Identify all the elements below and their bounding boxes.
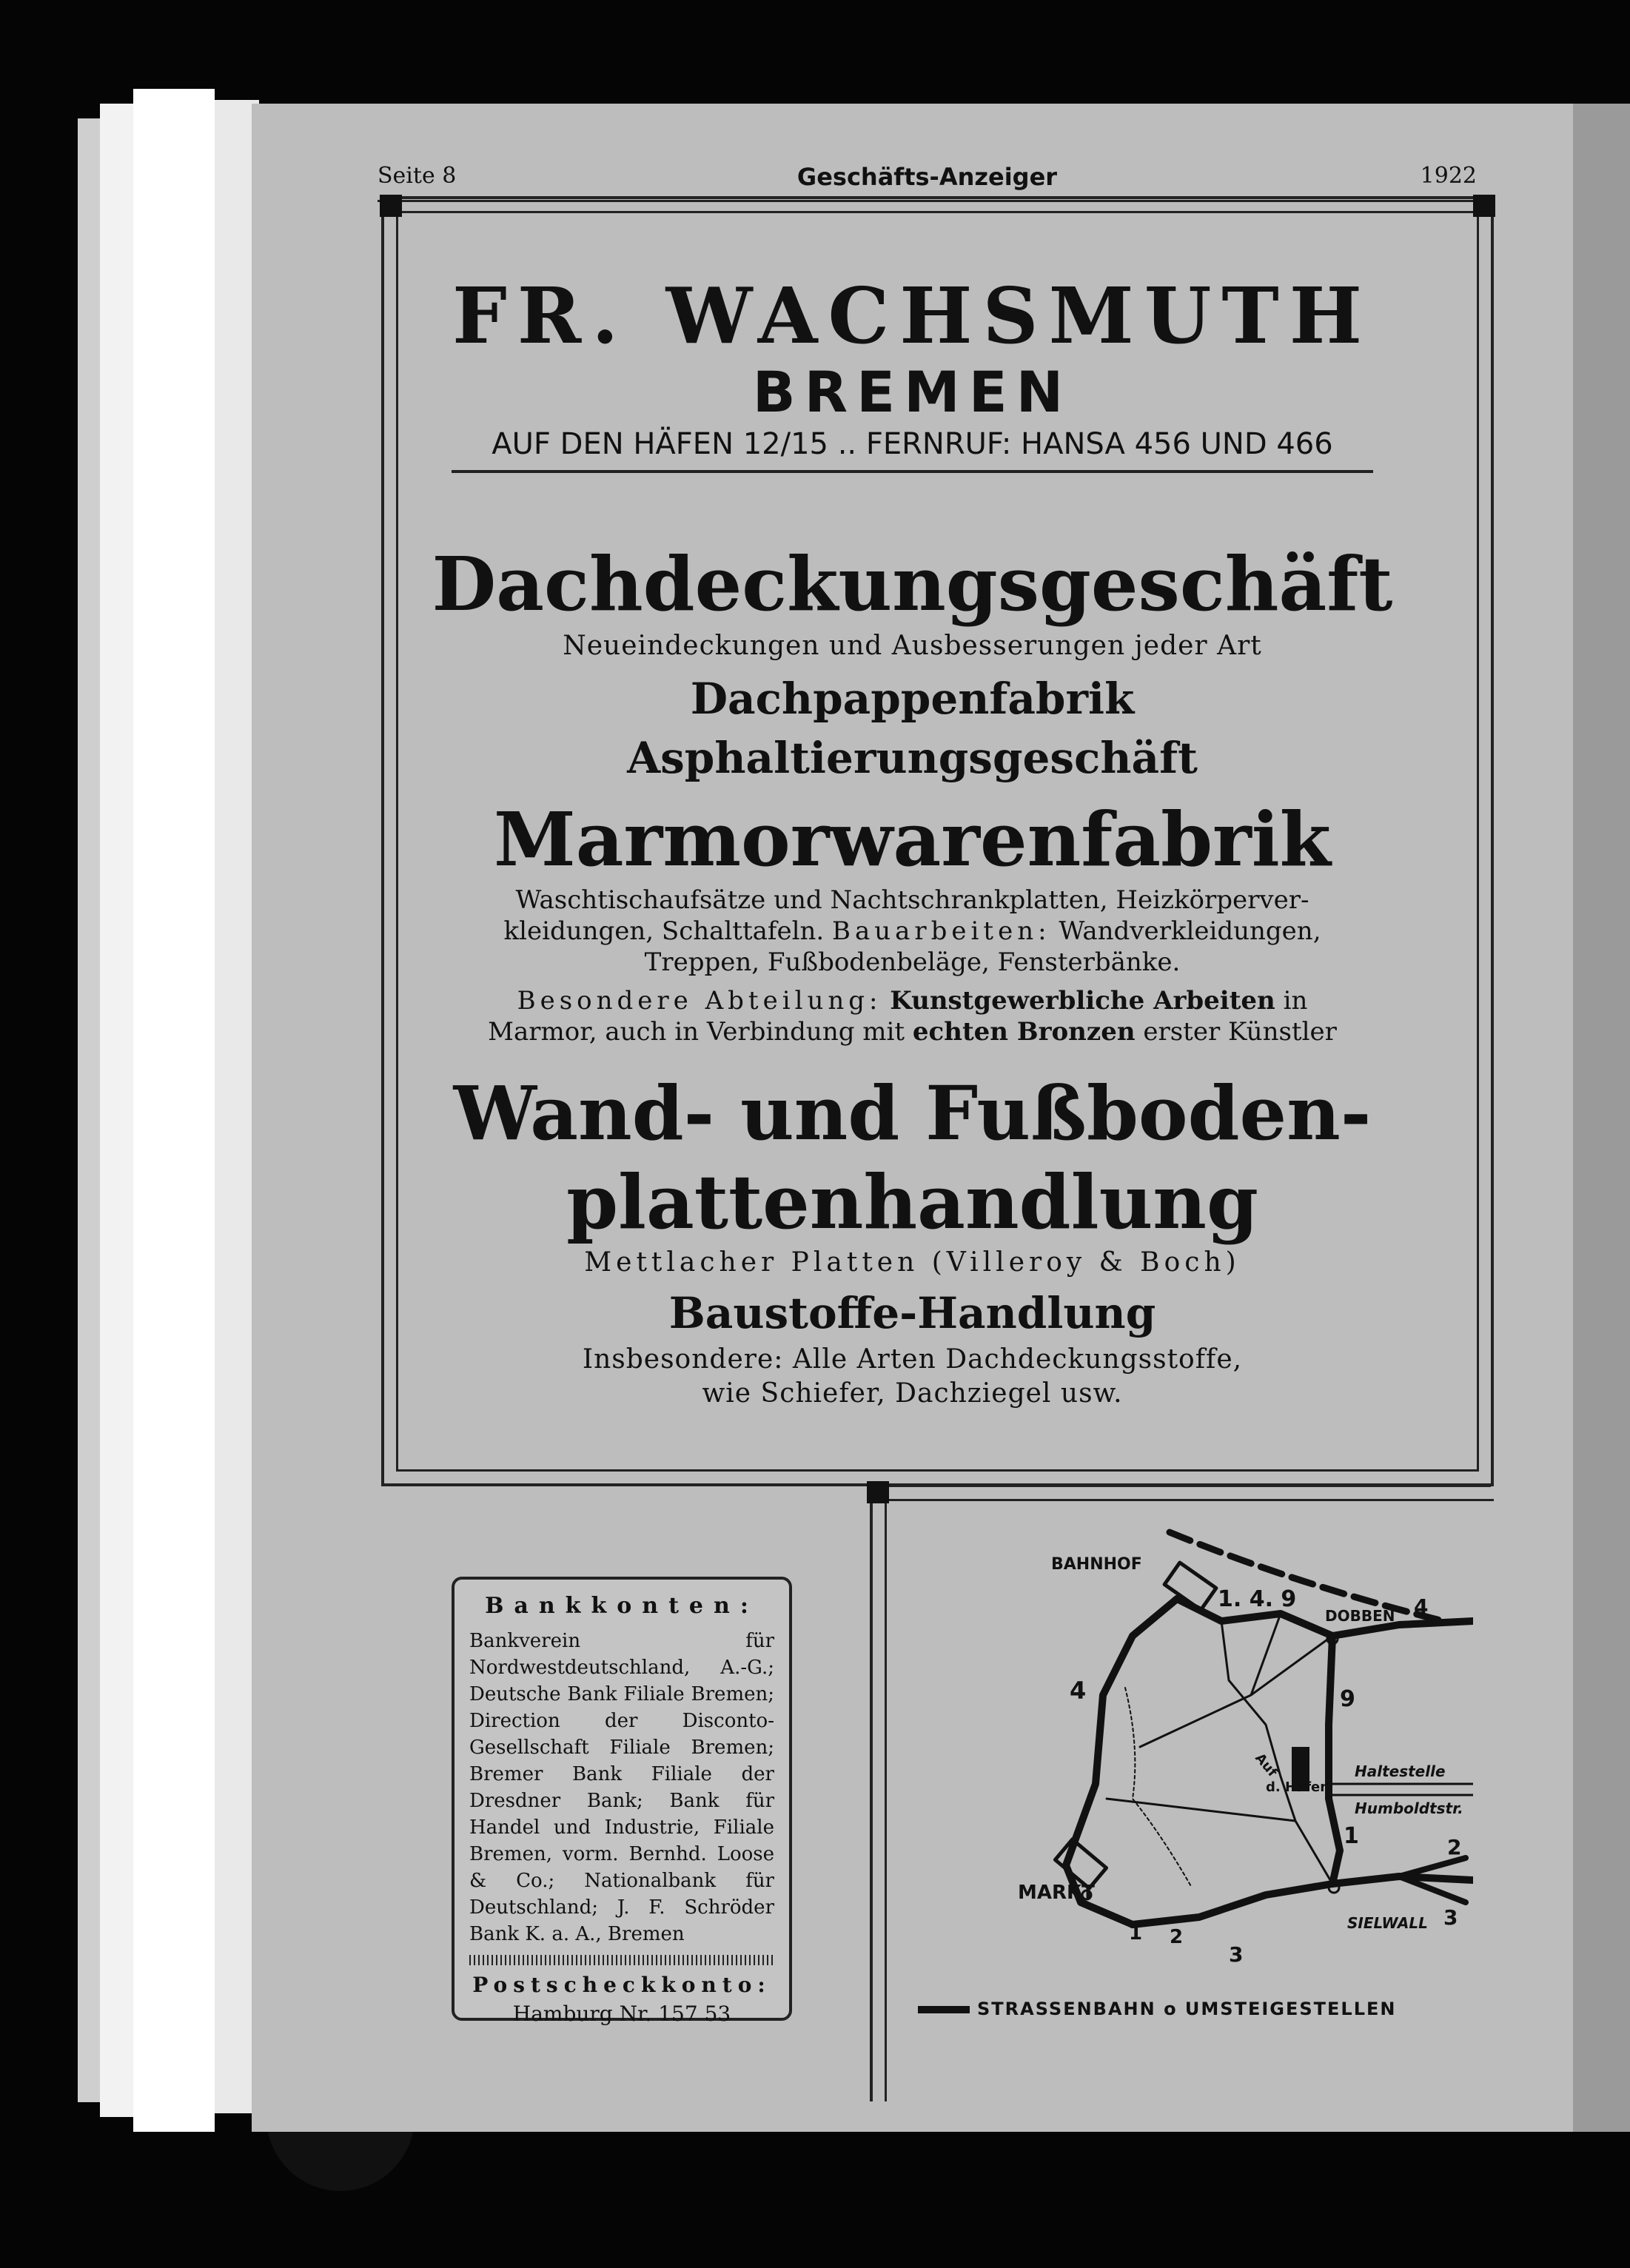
page-stack-edge (133, 89, 215, 2132)
abteilung-label: Besondere Abteilung: (517, 986, 882, 1016)
firm-city: BREMEN (752, 359, 1073, 425)
page-stack-edge (100, 104, 133, 2117)
facing-page-edge (1569, 104, 1630, 2132)
map-label-sielwall: SIELWALL (1347, 1914, 1428, 1932)
map-line-number: 3 (1229, 1942, 1244, 1967)
postscheck-heading: Postscheckkonto: (472, 1973, 771, 1997)
street (1107, 1799, 1332, 1884)
heading-wand-1: Wand- und Fußboden- (453, 1070, 1372, 1157)
map-line-number: 1 (1344, 1823, 1359, 1849)
heading-wand-2: plattenhandlung (566, 1158, 1258, 1246)
map-line-number: 9 (1340, 1686, 1355, 1712)
abteilung-line-2b: erster Künstler (1143, 1017, 1337, 1047)
legend-tram-symbol (918, 2006, 970, 2013)
bank-divider (469, 1955, 774, 1965)
heading-marmor: Marmorwarenfabrik (494, 796, 1331, 883)
running-head (378, 155, 1477, 202)
map-label-dobben: DOBBEN (1325, 1607, 1395, 1625)
frame-corner (867, 1481, 889, 1503)
heading-dachdeckung: Dachdeckungsgeschäft (432, 540, 1393, 628)
bank-accounts-list: Bankverein für Nordwestdeutschland, A.-G.; Deutsche Bank Filiale Bremen; Direction der Disconto-Gesellschaft Filiale Bremen; Bremer Bank Filiale der Dresdner Bank; Bank für Handel und Industrie, Filiale Bremen, vorm. Bernhd. Loose & Co.; Nationalbank für Deutschland; J. F. Schröder Bank K. a. A., Bremen (469, 1630, 774, 1945)
marmor-line-1: Waschtischaufsätze und Nachtschrankplatten, Heizkörperver- (515, 885, 1309, 915)
marmor-line-2a: kleidungen, Schalttafeln. (503, 916, 825, 946)
map-line-number: 1 (1129, 1922, 1143, 1945)
river-weser (1125, 1688, 1192, 1888)
heading-baustoffe: Baustoffe-Handlung (668, 1288, 1156, 1338)
mettlacher-line: Mettlacher Platten (Villeroy & Boch) (584, 1247, 1241, 1278)
abteilung-line-2 (252, 1016, 1573, 1047)
publication-title: Geschäfts-Anzeiger (796, 163, 1058, 191)
document-page (252, 104, 1573, 2132)
map-line-number: 2 (1447, 1835, 1462, 1859)
heading-dachpappe: Dachpappenfabrik (690, 674, 1135, 724)
bank-accounts-box (452, 1577, 792, 2026)
map-label-d-haefen: d. Häfen (1266, 1779, 1330, 1795)
dachdeckung-subtitle: Neueindeckungen und Ausbesserungen jeder Art (563, 631, 1262, 661)
bank-accounts-heading: Bankkonten: (485, 1593, 759, 1619)
map-label-auf: Auf (1252, 1750, 1281, 1780)
frame-corner (380, 195, 402, 217)
firm-address: AUF DEN HÄFEN 12/15 .. FERNRUF: HANSA 456 UND 466 (452, 427, 1373, 473)
postscheck-number: Hamburg Nr. 157 53 (512, 2002, 731, 2026)
firm-name: FR. WACHSMUTH (452, 270, 1373, 361)
map-line-number: 4 (1414, 1594, 1429, 1619)
map-label-markt: MARKT (1018, 1882, 1095, 1904)
humboldt-street (1329, 1784, 1473, 1795)
marmor-line-2b: Wandverkleidungen, (1059, 916, 1321, 946)
legend-text: STRASSENBAHN o UMSTEIGESTELLEN (977, 1999, 1397, 2019)
map-line-number: 1. 4. 9 (1218, 1586, 1297, 1612)
insbesondere-line-1: Insbesondere: Alle Arten Dachdeckungsstoffe, (582, 1344, 1243, 1375)
marmor-line-3: Treppen, Fußbodenbeläge, Fensterbänke. (644, 947, 1181, 977)
map-label-humboldt: Humboldtstr. (1355, 1799, 1463, 1817)
abteilung-bold: Kunstgewerbliche Arbeiten (890, 986, 1275, 1016)
bauarbeiten-label: Bauarbeiten: (831, 916, 1051, 946)
frame-corner (1473, 195, 1495, 217)
location-map (881, 1503, 1473, 1991)
abteilung-line-1 (252, 985, 1573, 1016)
year: 1922 (1420, 163, 1477, 189)
tram-route-humboldt (1329, 1636, 1340, 1884)
abteilung-line-2a: Marmor, auch in Verbindung mit (488, 1017, 905, 1047)
marmor-line-2 (252, 916, 1573, 947)
page-number: Seite 8 (378, 163, 457, 189)
map-line-number: 2 (1170, 1926, 1184, 1948)
map-legend (918, 1999, 1421, 2019)
map-label-haltestelle: Haltestelle (1355, 1762, 1446, 1780)
abteilung-end: in (1283, 986, 1308, 1016)
page-stack-edge (78, 118, 100, 2102)
bronzen-bold: echten Bronzen (912, 1017, 1136, 1047)
map-line-number: 3 (1443, 1905, 1458, 1930)
marmor-text (252, 885, 1573, 1047)
insbesondere-line-2: wie Schiefer, Dachziegel usw. (702, 1378, 1123, 1409)
map-line-number: 4 (1070, 1677, 1087, 1705)
street (1140, 1614, 1332, 1747)
railway-line (1170, 1532, 1443, 1621)
map-label-bahnhof: BAHNHOF (1051, 1555, 1142, 1574)
heading-asphalt: Asphaltierungsgeschäft (627, 733, 1198, 783)
